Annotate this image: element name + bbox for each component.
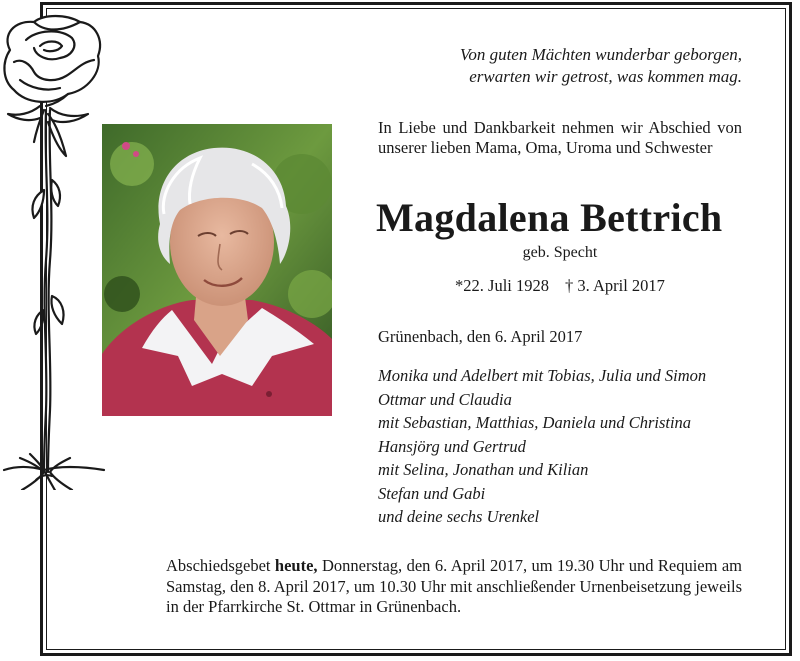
service-details: Donnerstag, den 6. April 2017, um 19.30 Uhr und Requiem am Samstag, den 8. April 2017, um 10.30 Uhr mit anschließender Urnenbeisetzung jeweils in der Pfarrkirche St. Ottmar in Grünenbach. bbox=[166, 556, 743, 616]
mourner-line: mit Sebastian, Matthias, Daniela und Christina bbox=[378, 413, 692, 432]
death-date: † 3. April 2017 bbox=[565, 276, 665, 295]
motto-line-2: erwarten wir getrost, was kommen mag. bbox=[469, 67, 742, 86]
mourner-line: Monika und Adelbert mit Tobias, Julia und Simon bbox=[378, 366, 707, 385]
motto-quote bbox=[380, 44, 742, 88]
birth-date: *22. Juli 1928 bbox=[455, 276, 550, 295]
deceased-name: Magdalena Bettrich bbox=[376, 195, 723, 240]
portrait-photo bbox=[102, 124, 332, 416]
motto-line-1: Von guten Mächten wunderbar geborgen, bbox=[459, 45, 742, 64]
place-and-date: Grünenbach, den 6. April 2017 bbox=[378, 327, 583, 346]
service-prefix: Abschiedsgebet bbox=[166, 556, 271, 575]
mourner-line: Hansjörg und Gertrud bbox=[378, 436, 526, 456]
mourner-line: und deine sechs Urenkel bbox=[378, 507, 540, 526]
service-announcement bbox=[166, 556, 742, 618]
service-highlight: heute, bbox=[274, 556, 318, 575]
mourner-line: Ottmar und Claudia bbox=[378, 389, 512, 409]
life-dates bbox=[378, 276, 742, 296]
mourners-list bbox=[378, 364, 758, 529]
mourner-line: Stefan und Gabi bbox=[378, 483, 486, 503]
birth-name: geb. Specht bbox=[522, 244, 598, 261]
rose-icon bbox=[0, 10, 110, 490]
intro-text: In Liebe und Dankbarkeit nehmen wir Abschied von unserer lieben Mama, Oma, Uroma und Schwester bbox=[378, 118, 742, 157]
mourner-line: mit Selina, Jonathan und Kilian bbox=[378, 460, 589, 479]
